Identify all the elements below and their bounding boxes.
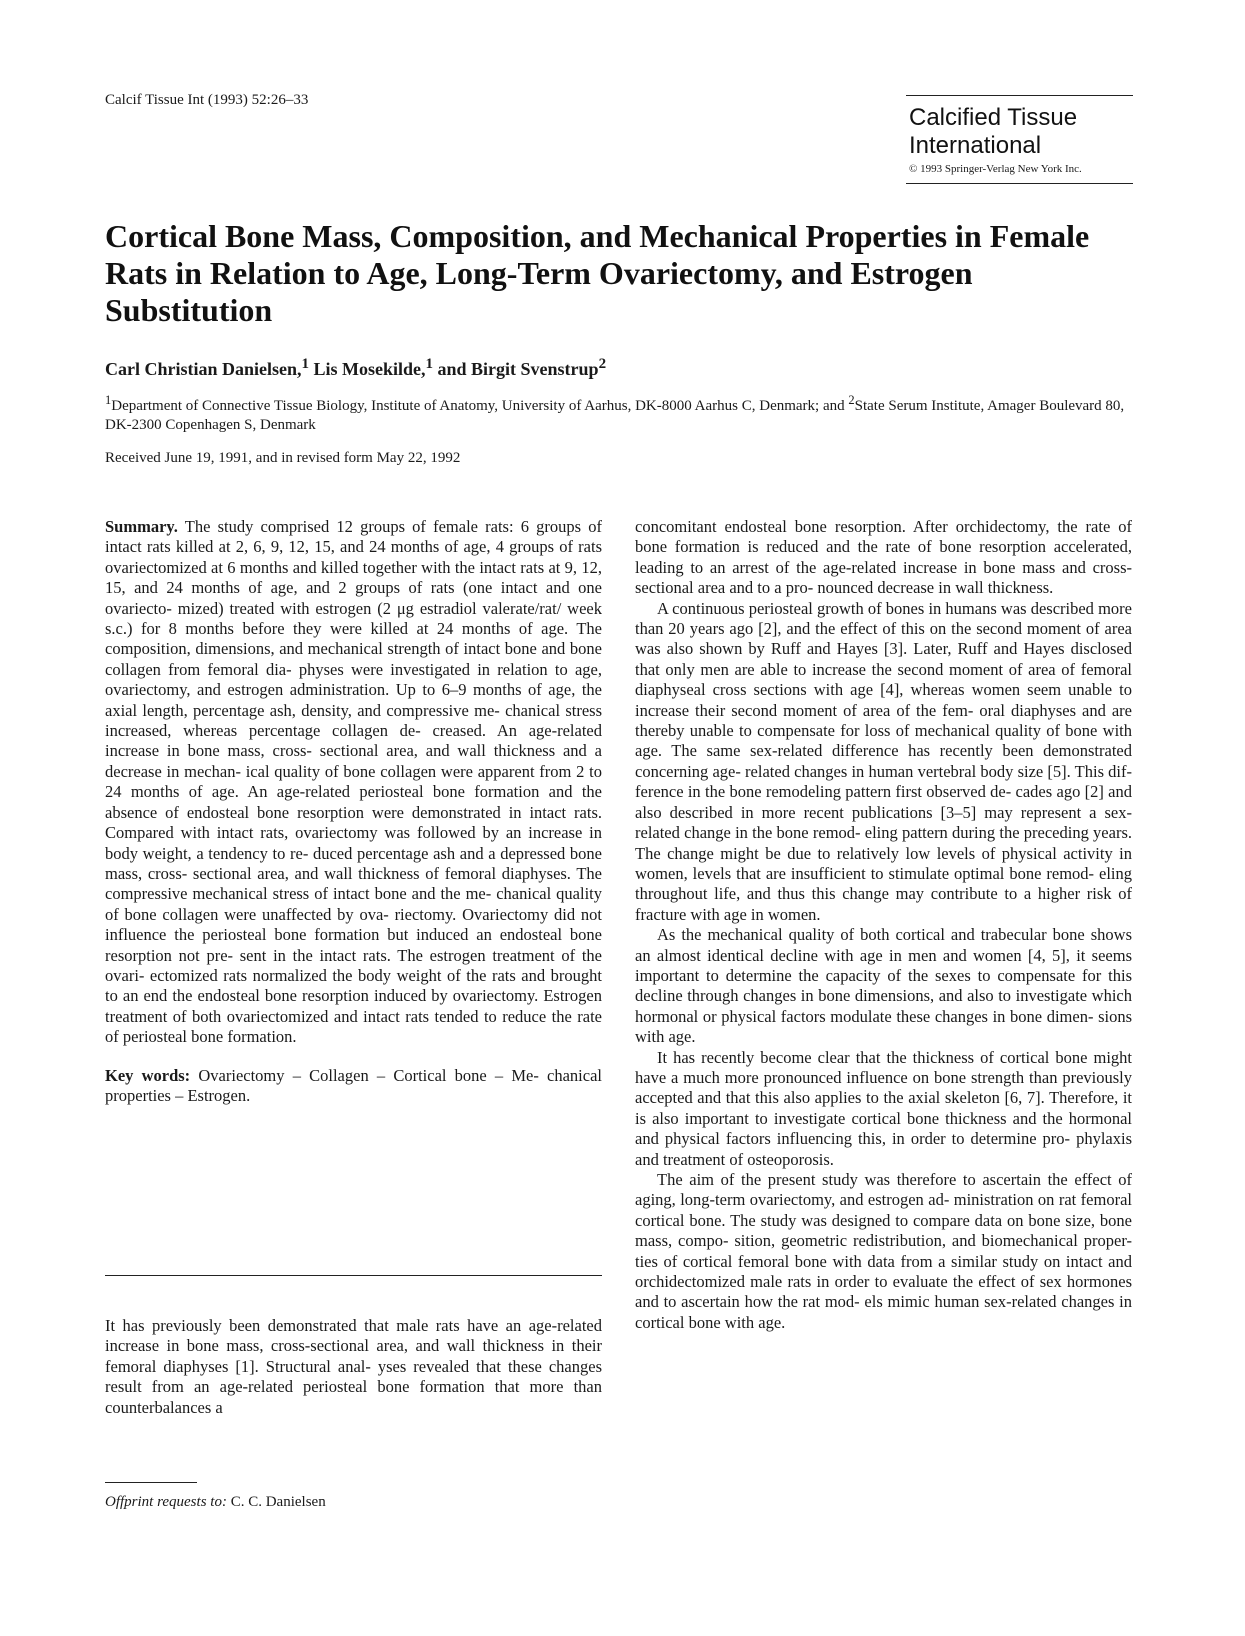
author-sup: 1: [301, 356, 310, 372]
right-column: [635, 517, 1132, 1333]
body-paragraph: A continuous periosteal growth of bones in humans was described more than 20 years ago [2], and the effect of this on the second moment of area was also shown by Ruff and Hayes [3]. Later, Ruff and Hayes disclosed that only men are able to increase the second moment of area of femoral diaphyseal cross sections with age [4], whereas women seem unable to increase their second moment of area of the fem- oral diaphyses and are thereby unable to compensate for loss of mechanical quality of bone with age. The same sex-related difference has recently been demonstrated concerning age- related changes in human vertebral body size [5]. This dif- ference in the bone remodeling pattern first observed de- cades ago [2] and also described in more recent publications [3–5] may represent a sex-related change in the bone remod- eling pattern during the preceding years. The change might be due to relatively low levels of physical activity in women, levels that are insufficient to stimulate optimal bone remod- eling throughout life, and thus this change may contribute to a higher risk of fracture with age in women.: [635, 598, 1132, 924]
summary-text: The study comprised 12 groups of female rats: 6 groups of intact rats killed at 2, 6, 9, 12, 15, and 24 months of age, 4 groups of rats ovariectomized at 6 months and killed together with the intact rats at 9, 12, 15, and 24 months of age, and 2 groups of rats (one intact and one ovariecto- mized) treated with estrogen (2 μg estradiol valerate/rat/ week s.c.) for 8 months before they were killed at 24 months of age. The composition, dimensions, and mechanical strength of intact bone and bone collagen from femoral dia- physes were investigated in relation to age, ovariectomy, and estrogen administration. Up to 6–9 months of age, the axial length, percentage ash, density, and compressive me- chanical stress increased, whereas percentage collagen de- creased. An age-related increase in bone mass, cross- sectional area, and wall thickness and a decrease in mechan- ical quality of bone collagen were apparent from 2 to 24 months of age. An age-related periosteal bone formation and the absence of endosteal bone resorption were demonstrated in intact rats. Compared with intact rats, ovariectomy was followed by an increase in body weight, a tendency to re- duced percentage ash and a depressed bone mass, cross- sectional area, and wall thickness of femoral diaphyses. The compressive mechanical stress of intact bone and the me- chanical quality of bone collagen were unaffected by ova- riectomy. Ovariectomy did not influence the periosteal bone formation but induced an endosteal bone resorption not pre- sent in the intact rats. The estrogen treatment of the ovari- ectomized rats normalized the body weight of the rats and brought to an end the endosteal bone resorption induced by ovariectomy. Estrogen treatment of both ovariectomized and intact rats tended to reduce the rate of periosteal bone formation.: [105, 517, 602, 1047]
body-paragraph: concomitant endosteal bone resorption. After orchidectomy, the rate of bone formation is reduced and the rate of bone resorption accelerated, leading to an arrest of the age-related increase in bone mass and cross-sectional area and to a pro- nounced decrease in wall thickness.: [635, 517, 1132, 598]
journal-name-line1: Calcified Tissue: [909, 104, 1078, 131]
offprint-footnote: [105, 1494, 326, 1511]
affiliation-1: Department of Connective Tissue Biology, Institute of Anatomy, University of Aarhus, DK-8000 Aarhus C, Denmark; and: [111, 398, 849, 414]
journal-masthead: [906, 95, 1133, 184]
body-paragraph: The aim of the present study was therefore to ascertain the effect of aging, long-term ovariectomy, and estrogen ad- ministration on rat femoral cortical bone. The study was designed to compare data on bone size, bone mass, compo- sition, geometric redistribution, and biomechanical proper- ties of cortical femoral bone with data from a similar study on intact and orchidectomized male rats in order to evaluate the effect of sex hormones and to ascertain how the rat mod- els mimic human sex-related changes in cortical bone with age.: [635, 1170, 1132, 1332]
author-name: Carl Christian Danielsen,: [105, 359, 302, 379]
intro-text: It has previously been demonstrated that male rats have an age-related increase in bone mass, cross-sectional area, and wall thickness in their femoral diaphyses [1]. Structural anal- yses revealed that these changes result from an age-related periosteal bone formation that more than counterbalances a: [105, 1316, 602, 1417]
summary-label: Summary.: [105, 517, 178, 536]
received-date: Received June 19, 1991, and in revised form May 22, 1992: [105, 450, 461, 466]
affiliation-sup: 1: [105, 393, 112, 407]
keywords-text: Ovariectomy – Collagen – Cortical bone – Me- chanical properties – Estrogen.: [105, 1065, 602, 1105]
footnote-rule: [105, 1482, 197, 1483]
author-sup: 1: [425, 356, 434, 372]
body-paragraph: It has recently become clear that the thickness of cortical bone might have a much more pronounced influence on bone strength than previously accepted and that this also applies to the axial skeleton [6, 7]. Therefore, it is also important to investigate cortical bone thickness and the hormonal and physical factors influencing this, in order to determine pro- phylaxis and treatment of osteoporosis.: [635, 1047, 1132, 1169]
summary-paragraph: [105, 517, 602, 1048]
article-title: Cortical Bone Mass, Composition, and Mechanical Properties in Female Rats in Relation to Age, Long-Term Ovariectomy, and Estrogen Substitution: [105, 218, 1090, 328]
keywords-paragraph: [105, 1066, 602, 1107]
affiliation-sup: 2: [848, 393, 855, 407]
affiliations: [105, 391, 1140, 435]
affiliation-2: State Serum Institute, Amager Boulevard 80, DK-2300 Copenhagen S, Denmark: [105, 398, 1125, 433]
journal-name-line2: International: [909, 132, 1042, 159]
footnote-text: C. C. Danielsen: [230, 1494, 326, 1510]
copyright-notice: © 1993 Springer-Verlag New York Inc.: [909, 163, 1082, 175]
footnote-label: Offprint requests to:: [105, 1494, 227, 1510]
author-list: [105, 356, 606, 380]
author-name: and Birgit Svenstrup: [437, 359, 599, 379]
author-name: Lis Mosekilde,: [313, 359, 426, 379]
author-sup: 2: [598, 356, 607, 372]
section-divider: [105, 1275, 602, 1276]
left-column: [105, 517, 602, 1106]
keywords-label: Key words:: [105, 1065, 191, 1085]
body-paragraph: As the mechanical quality of both cortical and trabecular bone shows an almost identical decline with age in men and women [4, 5], it seems important to determine the capacity of the sexes to compensate for this decline through changes in bone dimensions, and also to investigate which hormonal or physical factors modulate these changes in bone dimen- sions with age.: [635, 925, 1132, 1047]
intro-paragraph-left: [105, 1316, 602, 1418]
journal-citation: Calcif Tissue Int (1993) 52:26–33: [105, 92, 309, 108]
